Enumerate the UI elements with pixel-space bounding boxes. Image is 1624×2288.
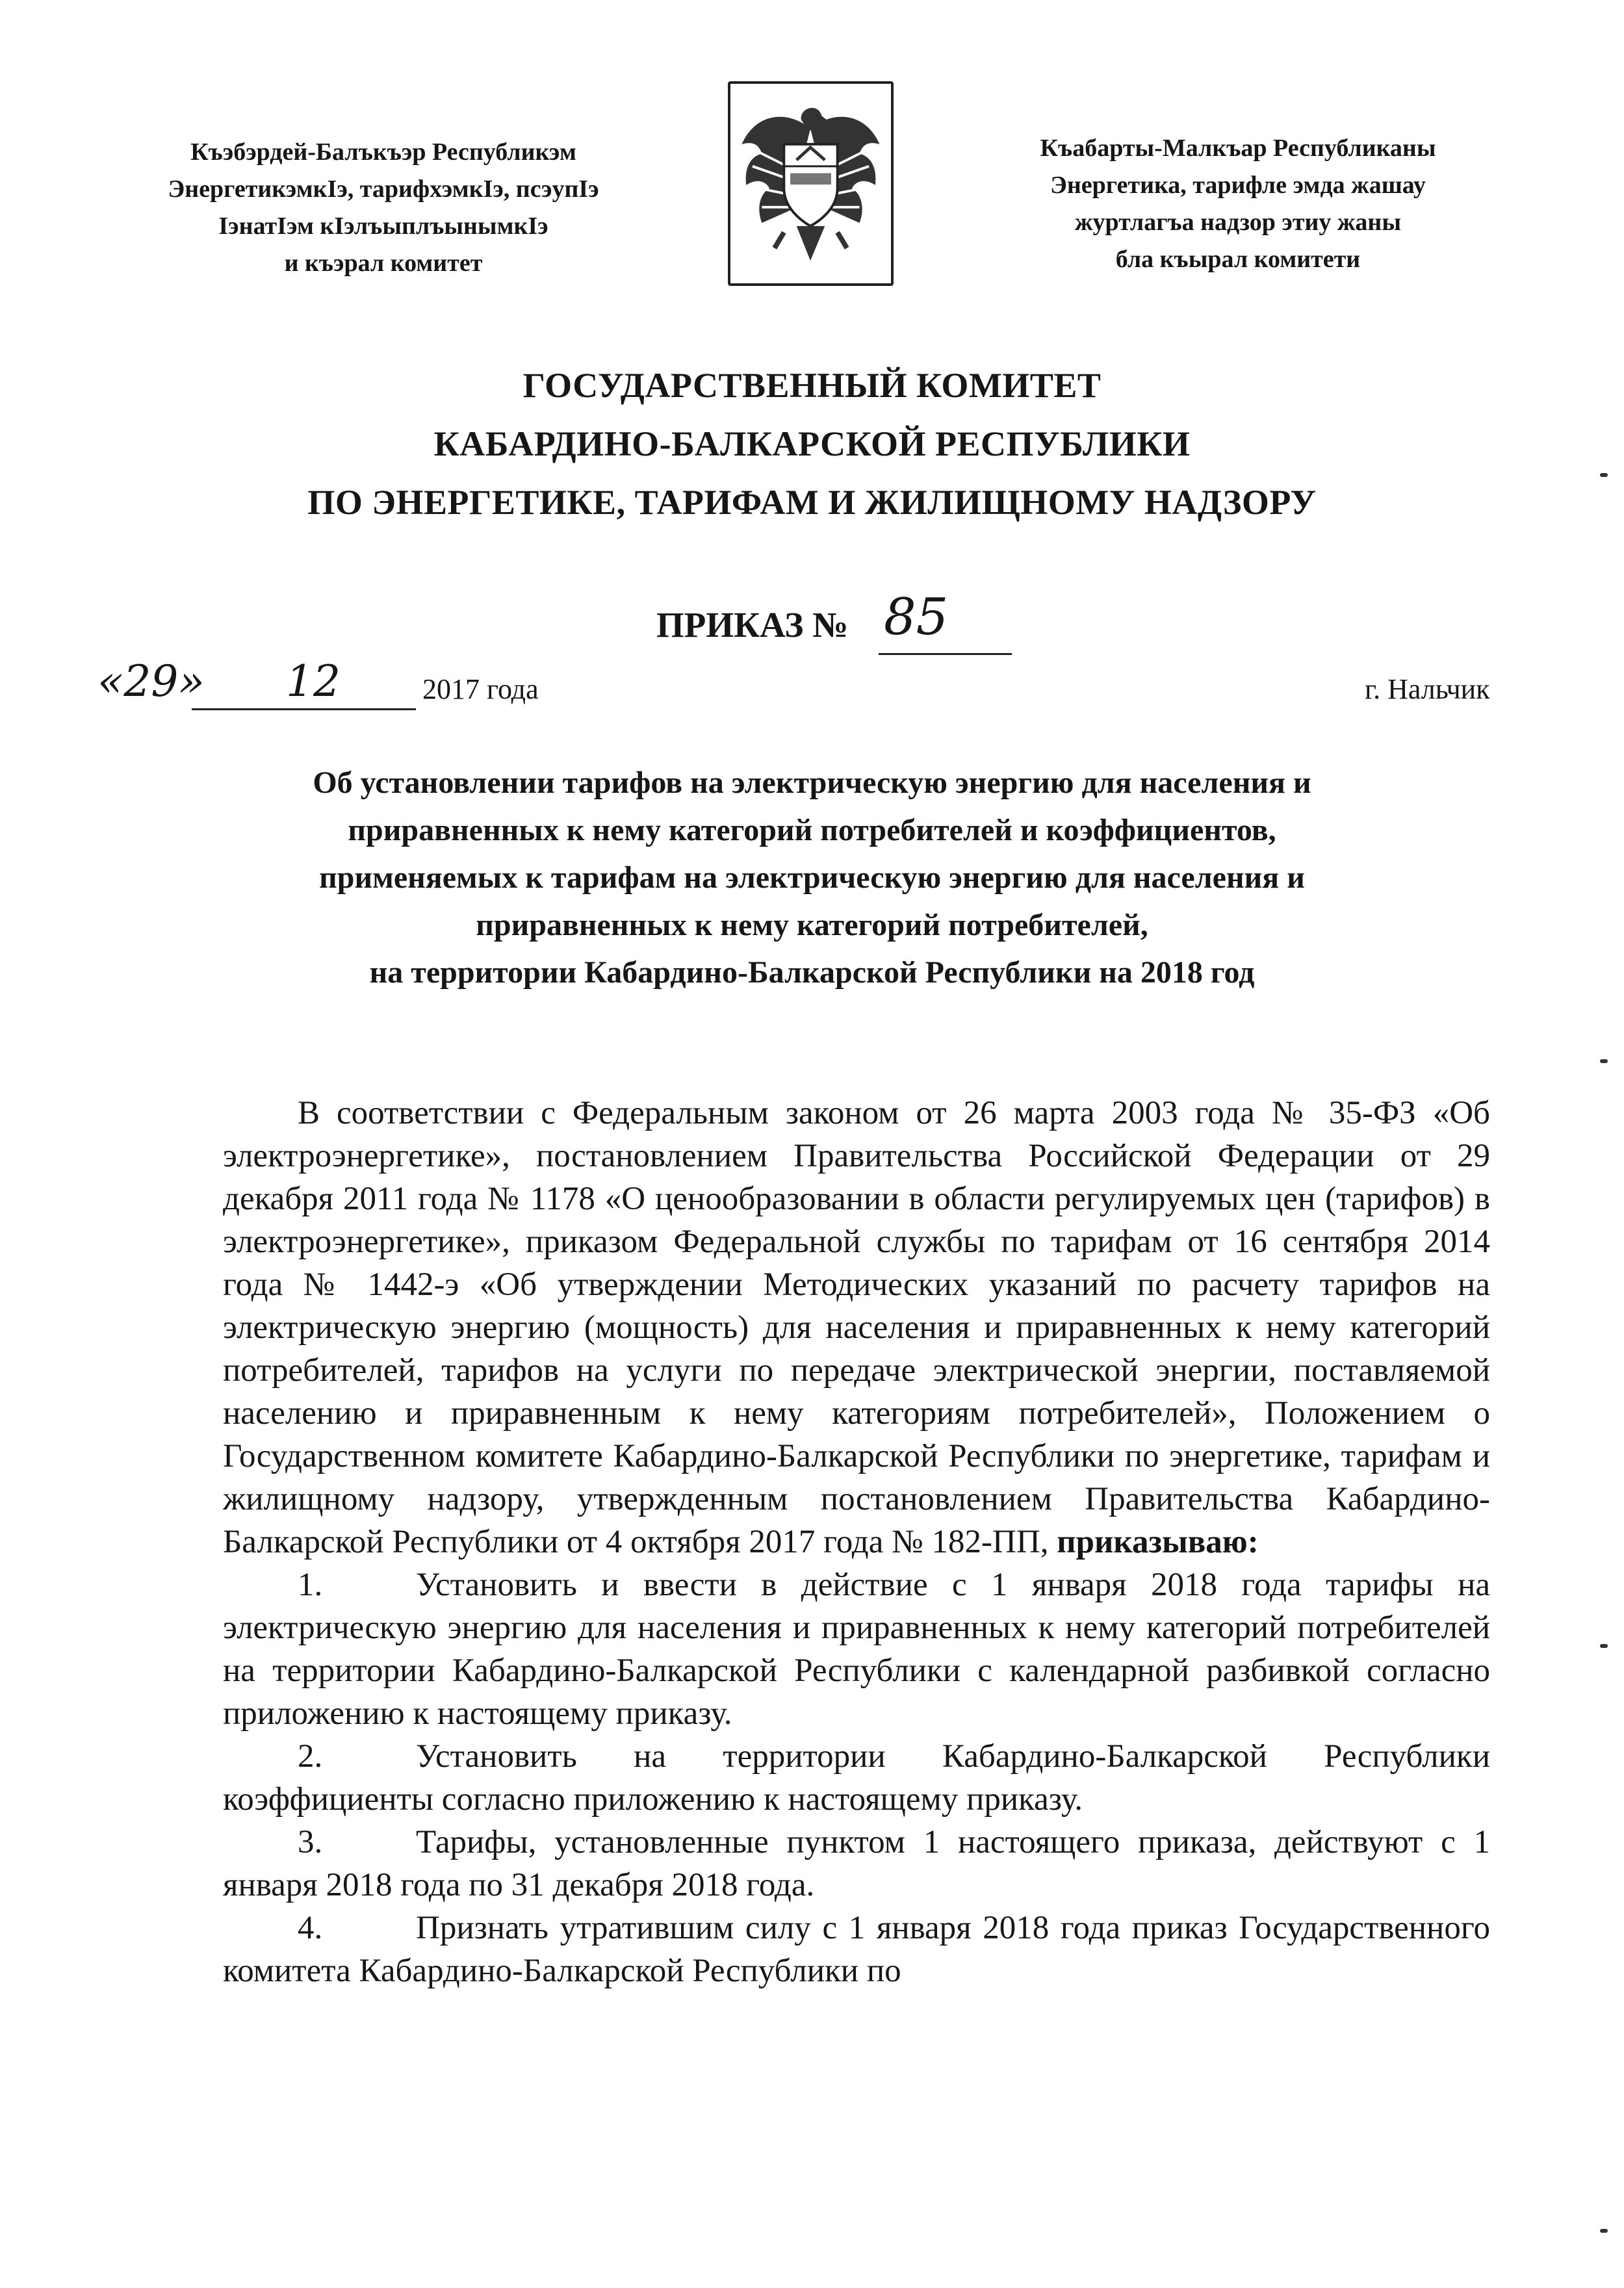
title-line: приравненных к нему категорий потребителей, <box>476 908 1148 942</box>
order-date-month: 12 <box>286 656 341 706</box>
order-body <box>223 1092 1490 1992</box>
agency-line: ГОСУДАРСТВЕННЫЙ КОМИТЕТ <box>522 366 1102 405</box>
title-line: на территории Кабардино-Балкарской Республики на 2018 год <box>369 955 1255 990</box>
header-right-line: бла къырал комитети <box>1115 246 1361 273</box>
header-right-block <box>910 130 1566 278</box>
preamble-text: В соответствии с Федеральным законом от 26 марта 2003 года № 35-ФЗ «Об электроэнергетике», постановлением Правительства Российской Федерации от 29 декабря 2011 года № 1178 «О ценообразовании в области регулируемых цен (тарифов) в электроэнергетике», приказом Федеральной службы по тарифам от 16 сентября 2014 года № 1442-э «Об утверждении Методических указаний по расчету тарифов на электрическую энергию (мощность) для населения и приравненных к нему категорий потребителей, тарифов на услуги по передаче электрической энергии, поставляемой населению и приравненным к нему категориям потребителей», Положением о Государственном комитете Кабардино-Балкарской Республики по энергетике, тарифам и жилищному надзору, утвержденным постановлением Правительства Кабардино-Балкарской Республики от 4 октября 2017 года № 182-ПП, <box>223 1095 1490 1560</box>
order-item <box>223 1563 1490 1735</box>
scan-mark <box>1600 2229 1608 2233</box>
header-right-line: Энергетика, тарифле эмда жашау <box>1050 172 1426 199</box>
header-left-line: и къэрал комитет <box>284 250 483 277</box>
order-item <box>223 1907 1490 1992</box>
order-date-year: 2017 года <box>422 673 539 705</box>
order-item <box>223 1821 1490 1907</box>
title-line: Об установлении тарифов на электрическую энергию для населения и <box>313 765 1311 800</box>
item-text: Тарифы, установленные пунктом 1 настоящего приказа, действуют с 1 января 2018 года по 31 декабря 2018 года. <box>223 1824 1490 1903</box>
item-text: Признать утратившим силу с 1 января 2018 года приказ Государственного комитета Кабардино-Балкарской Республики по <box>223 1910 1490 1989</box>
eagle-emblem-icon <box>730 84 891 283</box>
item-text: Установить на территории Кабардино-Балкарской Республики коэффициенты согласно приложению к настоящему приказу. <box>223 1738 1490 1818</box>
order-number: 85 <box>884 588 949 647</box>
order-item <box>223 1735 1490 1821</box>
item-number: 2. <box>298 1738 323 1775</box>
header-left-line: Къэбэрдей-Балъкъэр Республикэм <box>190 138 576 166</box>
order-label: ПРИКАЗ № <box>656 605 849 645</box>
title-line: приравненных к нему категорий потребителей и коэффициентов, <box>348 813 1276 847</box>
item-number: 1. <box>298 1567 323 1603</box>
order-date-day: «29» <box>97 656 205 706</box>
item-number: 3. <box>298 1824 323 1860</box>
order-number-underline <box>879 653 1012 655</box>
preamble-paragraph <box>223 1092 1490 1563</box>
agency-line: КАБАРДИНО-БАЛКАРСКОЙ РЕСПУБЛИКИ <box>433 424 1191 463</box>
agency-name <box>0 356 1624 532</box>
item-text: Установить и ввести в действие с 1 января 2018 года тарифы на электрическую энергию для населения и приравненных к нему категорий потребителей на территории Кабардино-Балкарской Республики с календарной разбивкой согласно приложению к настоящему приказу. <box>223 1567 1490 1732</box>
scan-mark <box>1600 1059 1608 1063</box>
header-left-line: ЭнергетикэмкIэ, тарифхэмкIэ, псэупIэ <box>168 175 599 203</box>
order-date-underline <box>192 708 416 710</box>
order-title <box>0 759 1624 996</box>
scan-mark <box>1600 1644 1608 1648</box>
item-number: 4. <box>298 1910 323 1946</box>
header-right-line: Къабарты-Малкъар Республиканы <box>1040 135 1436 162</box>
header-left-line: IэнатIэм кIэлъыплъынымкIэ <box>218 212 548 240</box>
header-right-line: журтлагъа надзор этиу жаны <box>1075 209 1401 236</box>
order-word: приказываю: <box>1057 1524 1259 1560</box>
order-city: г. Нальчик <box>1365 673 1490 705</box>
coat-of-arms-emblem <box>728 81 894 286</box>
header-left-block <box>71 134 695 282</box>
title-line: применяемых к тарифам на электрическую энергию для населения и <box>319 860 1305 895</box>
agency-line: ПО ЭНЕРГЕТИКЕ, ТАРИФАМ И ЖИЛИЩНОМУ НАДЗОРУ <box>307 483 1317 522</box>
scan-mark <box>1600 473 1608 477</box>
